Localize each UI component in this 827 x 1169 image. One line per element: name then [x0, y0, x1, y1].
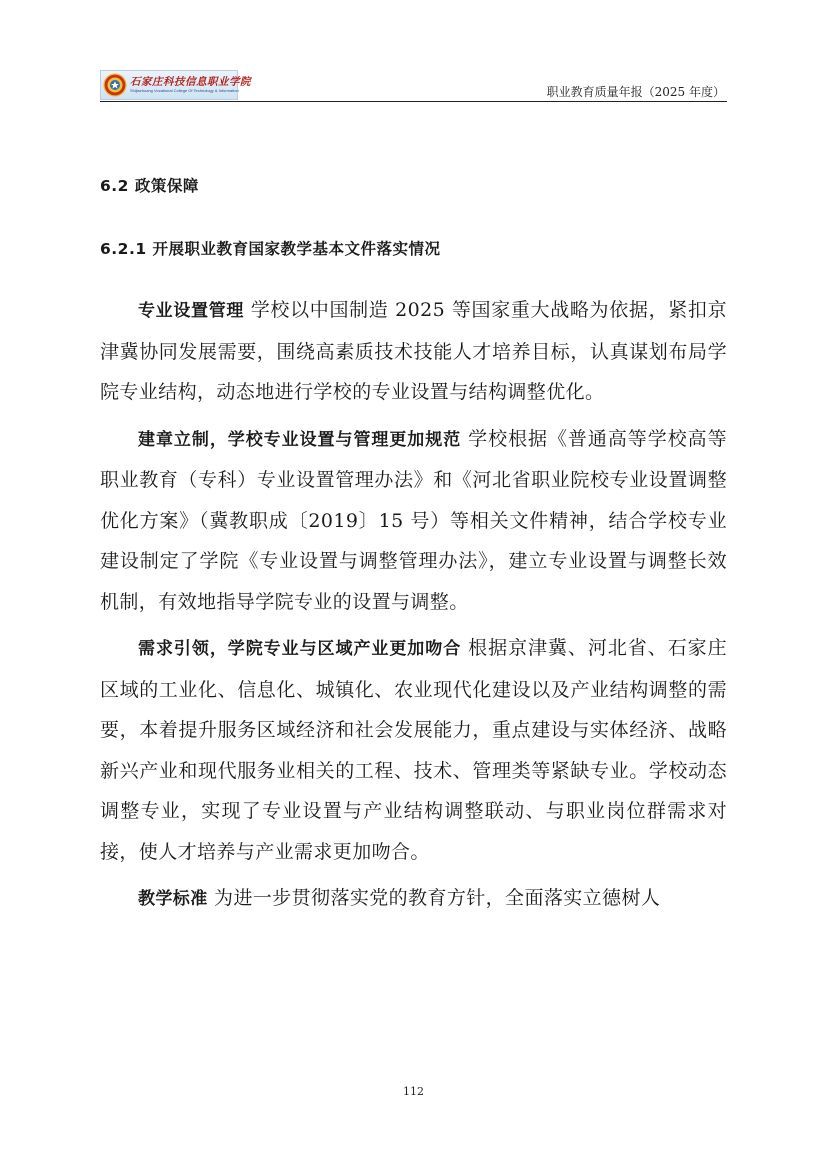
logo-chinese-name: 石家庄科技信息职业学院	[130, 75, 251, 88]
college-emblem-icon	[103, 73, 127, 97]
paragraph-lead: 建章立制，学校专业设置与管理更加规范	[138, 429, 462, 450]
paragraph-text: 根据京津冀、河北省、石家庄区域的工业化、信息化、城镇化、农业现代化建设以及产业结构调整的需要，本着提升服务区域经济和社会发展能力，重点建设与实体经济、战略新兴产业和现代服务业相关的工程、技术、管理类等紧缺专业。学校动态调整专业，实现了专业设置与产业结构调整联动、与职业岗位群需求对接，使人才培养与产业需求更加吻合。	[100, 637, 728, 863]
paragraph-lead: 需求引领，学院专业与区域产业更加吻合	[138, 639, 462, 659]
paragraph	[100, 419, 727, 623]
header-divider	[100, 101, 727, 102]
paragraph	[100, 290, 727, 413]
logo-english-name: Shijiazhuang Vocational College Of Technology & Information	[130, 88, 239, 94]
report-title: 职业教育质量年报（2025 年度）	[546, 85, 725, 99]
college-logo	[100, 70, 251, 100]
paragraph-text: 学校根据《普通高等学校高等职业教育（专科）专业设置管理办法》和《河北省职业院校专业设置调整优化方案》（冀教职成〔2019〕15 号）等相关文件精神，结合学校专业建设制定了学院《专业设置与调整管理办法》，建立专业设置与调整长效机制，有效地指导学院专业的设置与调整。	[100, 427, 728, 613]
page-number: 112	[403, 1085, 424, 1098]
page-header	[100, 70, 727, 102]
subsection-heading: 6.2.1 开展职业教育国家教学基本文件落实情况	[100, 240, 441, 258]
paragraph-text: 为进一步贯彻落实党的教育方针，全面落实立德树人	[207, 887, 661, 909]
logo-text-block	[130, 77, 251, 94]
body-text	[100, 290, 727, 920]
paragraph-lead: 教学标准	[138, 889, 208, 909]
paragraph	[100, 878, 727, 920]
paragraph	[100, 628, 727, 872]
paragraph-lead: 专业设置管理	[138, 301, 245, 321]
paragraph-text: 学校以中国制造 2025 等国家重大战略为依据，紧扣京津冀协同发展需要，围绕高素质技术技能人才培养目标，认真谋划布局学院专业结构，动态地进行学校的专业设置与结构调整优化。	[100, 299, 727, 403]
section-heading: 6.2 政策保障	[100, 177, 199, 195]
